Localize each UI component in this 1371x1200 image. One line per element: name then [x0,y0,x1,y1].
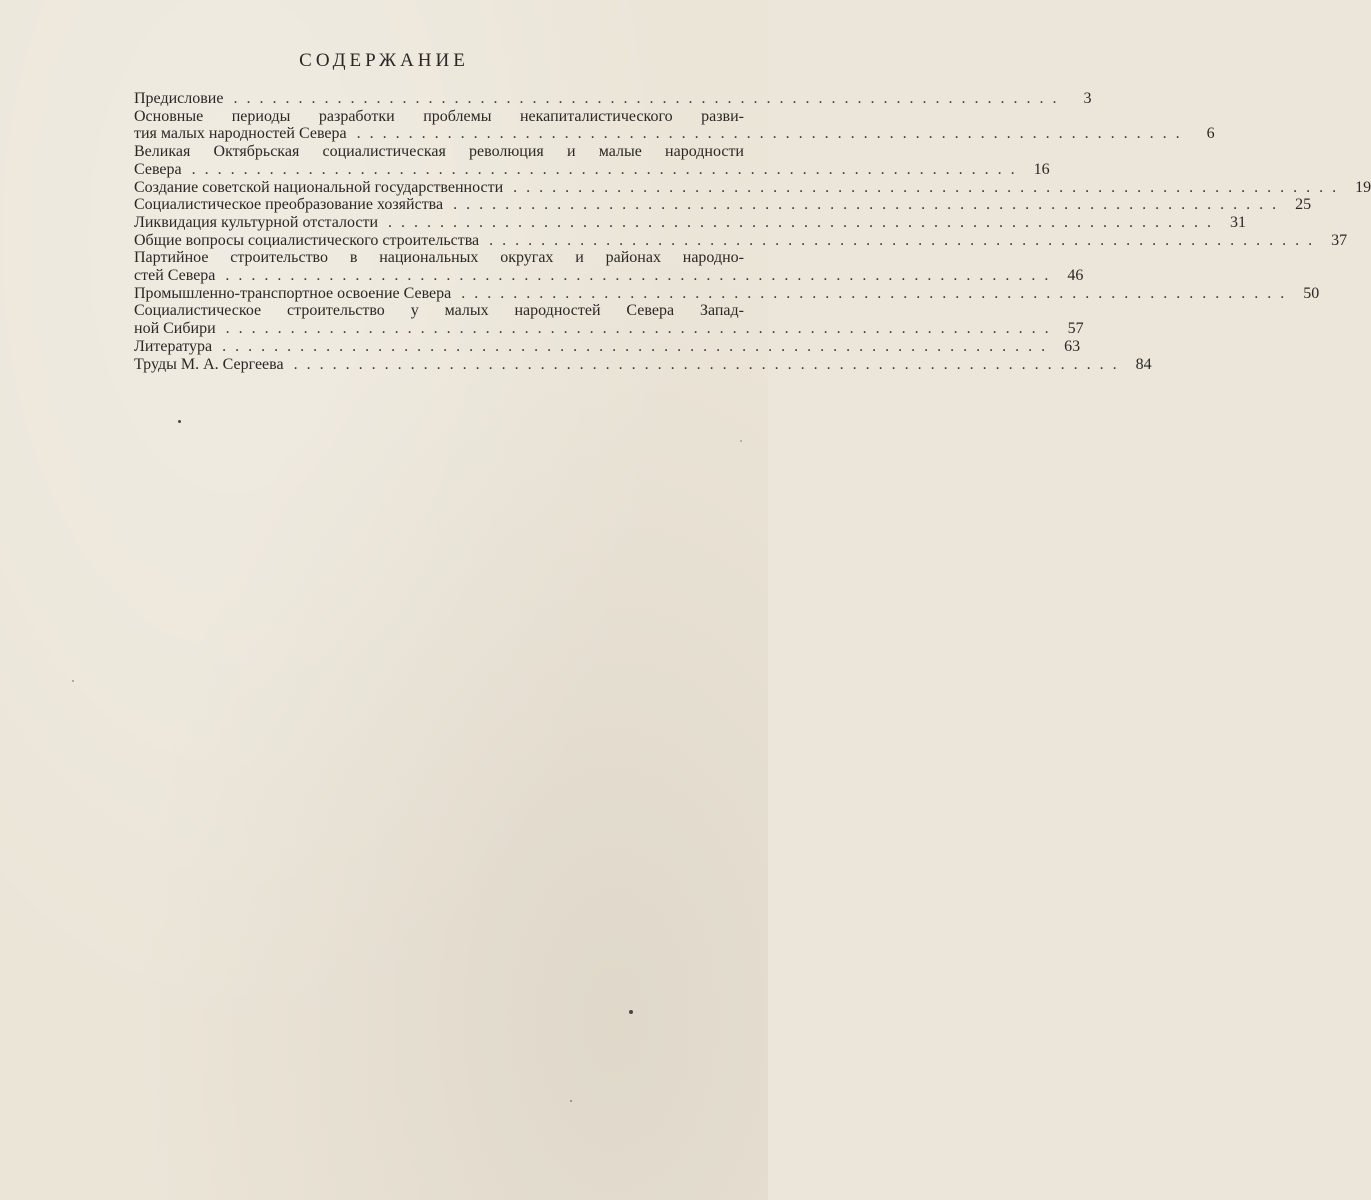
toc-entry [134,302,1084,338]
toc-entry [134,213,1246,232]
toc-line [134,337,1081,356]
toc-page-number: 16 [1033,160,1050,178]
toc-page-number: 6 [1206,125,1215,143]
toc-entry [134,196,1312,214]
toc-entry-title-cont: ной Сибири [134,320,216,338]
toc-leader-dots: ................................................................ [513,178,1346,196]
toc-leader-dots: ................................................................ [356,125,1189,143]
toc-entry [134,143,1050,178]
toc-page-number: 63 [1064,337,1081,355]
paper-speck [629,1010,633,1014]
toc-entry-title: Предисловие [134,90,224,107]
toc-line [134,284,1320,303]
toc-leader-dots: ................................................................ [453,196,1286,214]
toc-line [134,213,1246,232]
toc-entry [134,90,1092,108]
toc-page-number: 3 [1083,90,1092,107]
toc-page-number: 25 [1295,196,1312,214]
toc-entry [134,231,1348,250]
toc-line [134,160,1050,179]
toc-line [134,196,1312,214]
toc-entry [134,107,1215,143]
toc-entry [134,284,1320,303]
toc-page-number: 37 [1331,231,1348,249]
toc-entry-title-line: Социалистическое строительство у малых народностей Севера Запад- [134,302,744,320]
toc-page-number: 50 [1303,284,1320,302]
toc-entry-title-cont: стей Севера [134,267,216,285]
paper-speck [178,420,181,423]
toc-line [134,355,1152,374]
toc-entry-title: Литература [134,337,213,355]
toc-entry-title: Социалистическое преобразование хозяйства [134,196,444,214]
toc-entry-title-cont: Севера [134,160,182,178]
toc-entry-title: Создание советской национальной государственности [134,178,504,196]
toc-page-number: 31 [1230,213,1246,231]
bleed-through-texture [150,420,710,1080]
toc-line [134,125,1215,143]
toc-leader-dots: ................................................................ [225,320,1058,338]
toc-line [134,178,1371,197]
table-of-contents [134,90,1371,373]
toc-line [134,90,1092,108]
toc-page-number: 19 [1355,178,1371,196]
toc-entry-title: Промышленно-транспортное освоение Севера [134,284,452,302]
toc-entry-title-line: Партийное строительство в национальных округах и районах народно- [134,249,744,267]
toc-leader-dots: ................................................................ [293,355,1126,373]
toc-leader-dots: ................................................................ [225,267,1058,285]
toc-leader-dots: ................................................................ [191,160,1024,178]
toc-entry-title-line: Великая Октябрьская социалистическая революция и малые народности [134,143,744,161]
paper-speck [72,680,74,682]
toc-entry [134,355,1152,374]
toc-leader-dots: ................................................................ [489,231,1322,249]
toc-leader-dots: ................................................................ [222,337,1055,355]
toc-entry-title: Ликвидация культурной отсталости [134,213,378,231]
toc-entry-title-cont: тия малых народностей Севера [134,125,347,143]
page-title: СОДЕРЖАНИЕ [299,50,469,71]
toc-entry [134,249,1084,285]
paper-speck [570,1100,572,1102]
toc-line [134,267,1084,285]
toc-page-number: 46 [1067,267,1084,285]
toc-leader-dots: ................................................................ [233,90,1066,107]
toc-line [134,231,1348,250]
toc-line [134,320,1084,338]
toc-entry-title-line: Основные периоды разработки проблемы некапиталистического разви- [134,107,744,125]
toc-entry [134,178,1371,197]
toc-page-number: 84 [1135,355,1152,373]
toc-entry [134,337,1081,356]
toc-page-number: 57 [1067,320,1084,338]
toc-leader-dots: ................................................................ [388,213,1220,231]
paper-speck [740,440,742,442]
toc-leader-dots: ................................................................ [461,284,1294,302]
toc-entry-title: Труды М. А. Сергеева [134,355,284,373]
toc-entry-title: Общие вопросы социалистического строительства [134,231,480,249]
